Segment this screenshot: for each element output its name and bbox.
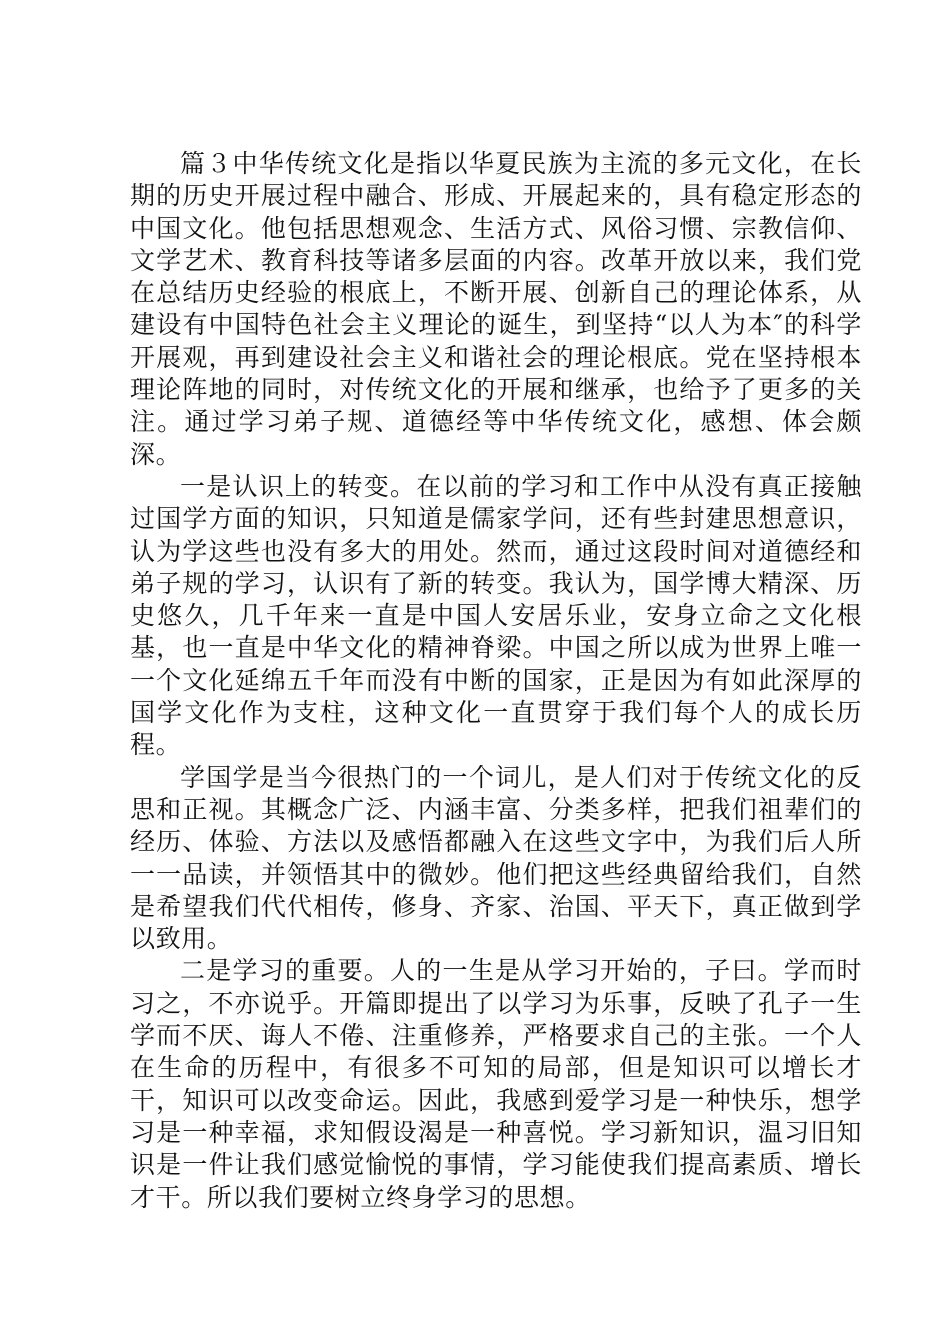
document-body bbox=[130, 148, 862, 1214]
paragraph-cognition-change: 一是认识上的转变。在以前的学习和工作中从没有真正接触过国学方面的知识，只知道是儒家学问，还有些封建思想意识，认为学这些也没有多大的用处。然而，通过这段时间对道德经和弟子规的学习，认识有了新的转变。我认为，国学博大精深、历史悠久，几千年来一直是中国人安居乐业，安身立命之文化根基，也一直是中华文化的精神脊梁。中国之所以成为世界上唯一一个文化延绵五千年而没有中断的国家，正是因为有如此深厚的国学文化作为支柱，这种文化一直贯穿于我们每个人的成长历程。 bbox=[130, 471, 862, 760]
paragraph-guoxue: 学国学是当今很热门的一个词儿，是人们对于传统文化的反思和正视。其概念广泛、内涵丰富、分类多样，把我们祖辈们的经历、体验、方法以及感悟都融入在这些文字中，为我们后人所一一品读，并领悟其中的微妙。他们把这些经典留给我们，自然是希望我们代代相传，修身、齐家、治国、平天下，真正做到学以致用。 bbox=[130, 762, 862, 954]
paragraph-learning-importance: 二是学习的重要。人的一生是从学习开始的，子曰。学而时习之，不亦说乎。开篇即提出了以学习为乐事，反映了孔子一生学而不厌、诲人不倦、注重修养，严格要求自己的主张。一个人在生命的历程中，有很多不可知的局部，但是知识可以增长才干，知识可以改变命运。因此，我感到爱学习是一种快乐，想学习是一种幸福，求知假设渴是一种喜悦。学习新知识，温习旧知识是一件让我们感觉愉悦的事情，学习能使我们提高素质、增长才干。所以我们要树立终身学习的思想。 bbox=[130, 956, 862, 1212]
paragraph-intro: 篇３中华传统文化是指以华夏民族为主流的多元文化，在长期的历史开展过程中融合、形成、开展起来的，具有稳定形态的中国文化。他包括思想观念、生活方式、风俗习惯、宗教信仰、文学艺术、教育科技等诸多层面的内容。改革开放以来，我们党在总结历史经验的根底上，不断开展、创新自己的理论体系，从建设有中国特色社会主义理论的诞生，到坚持“以人为本″的科学开展观，再到建设社会主义和谐社会的理论根底。党在坚持根本理论阵地的同时，对传统文化的开展和继承，也给予了更多的关注。通过学习弟子规、道德经等中华传统文化，感想、体会颇深。 bbox=[130, 149, 862, 469]
